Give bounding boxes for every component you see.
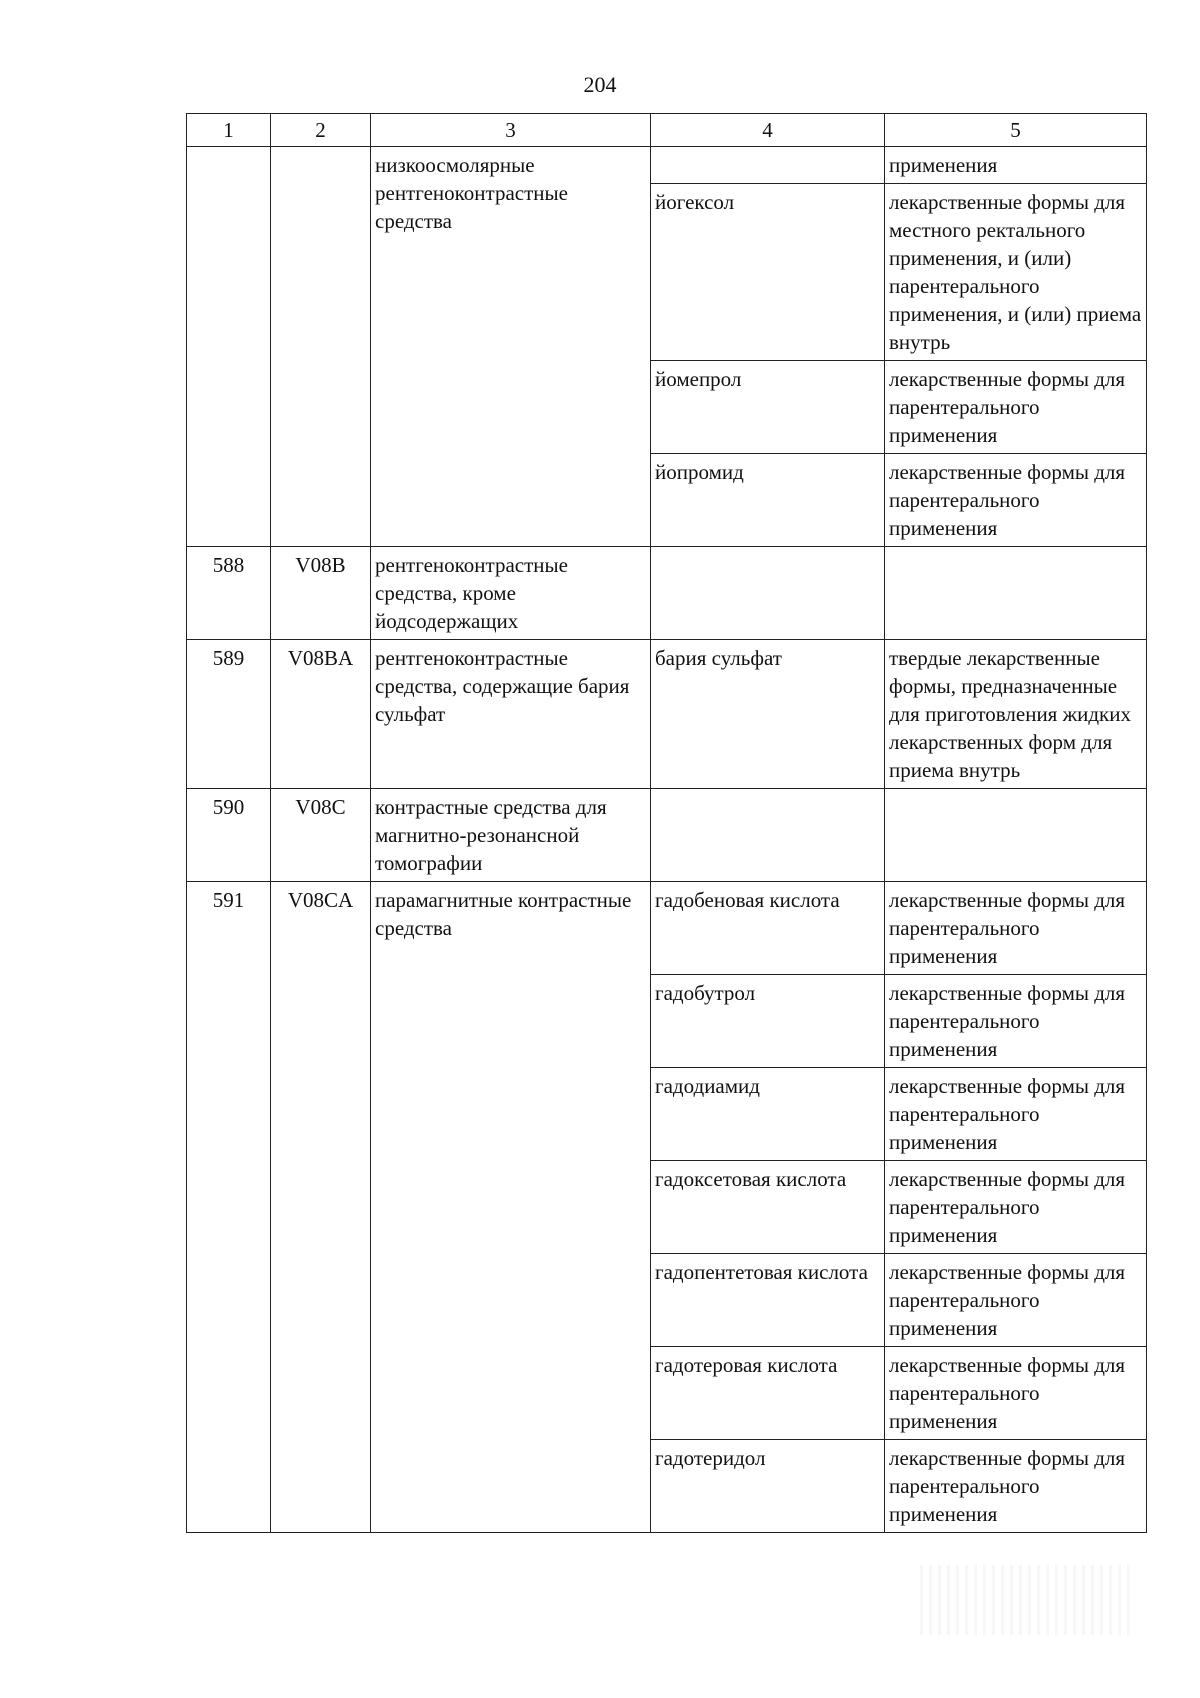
cell-drug: бария сульфат [651, 640, 885, 789]
cell-drug: гадоксетовая кислота [651, 1161, 885, 1254]
cell-form: применения [885, 147, 1147, 184]
cell-number: 590 [187, 789, 271, 882]
cell-form: лекарственные формы для парентерального применения [885, 1254, 1147, 1347]
cell-form: лекарственные формы для парентерального применения [885, 1440, 1147, 1533]
cell-form: лекарственные формы для парентерального применения [885, 361, 1147, 454]
header-row [187, 114, 1147, 147]
cell-code: V08BA [271, 640, 371, 789]
page-number: 204 [583, 72, 617, 97]
cell-form [885, 547, 1147, 640]
cell-drug: йопромид [651, 454, 885, 547]
cell-form: лекарственные формы для парентерального применения [885, 882, 1147, 975]
cell-category: контрастные средства для магнитно-резонансной томографии [371, 789, 651, 882]
cell-number: 591 [187, 882, 271, 1533]
column-header-3: 3 [371, 114, 651, 147]
table-row [187, 882, 1147, 975]
cell-drug: гадотеровая кислота [651, 1347, 885, 1440]
table-row [187, 547, 1147, 640]
cell-number: 589 [187, 640, 271, 789]
cell-drug [651, 789, 885, 882]
table-row [187, 640, 1147, 789]
drug-table [186, 113, 1147, 1533]
cell-code [271, 147, 371, 547]
column-header-4: 4 [651, 114, 885, 147]
column-header-1: 1 [187, 114, 271, 147]
cell-form: лекарственные формы для парентерального применения [885, 1161, 1147, 1254]
cell-number: 588 [187, 547, 271, 640]
cell-drug [651, 147, 885, 184]
cell-drug: гадопентетовая кислота [651, 1254, 885, 1347]
cell-category: рентгеноконтрастные средства, содержащие бария сульфат [371, 640, 651, 789]
column-header-2: 2 [271, 114, 371, 147]
cell-code: V08CA [271, 882, 371, 1533]
cell-category: низкоосмолярные рентгеноконтрастные средства [371, 147, 651, 547]
cell-category: парамагнитные контрастные средства [371, 882, 651, 1533]
cell-code: V08B [271, 547, 371, 640]
cell-form: лекарственные формы для парентерального применения [885, 1347, 1147, 1440]
table-row [187, 789, 1147, 882]
cell-drug: йогексол [651, 184, 885, 361]
cell-drug: йомепрол [651, 361, 885, 454]
cell-form: твердые лекарственные формы, предназначенные для приготовления жидких лекарственных форм для приема внутрь [885, 640, 1147, 789]
cell-form: лекарственные формы для парентерального применения [885, 454, 1147, 547]
cell-drug: гадобеновая кислота [651, 882, 885, 975]
cell-drug: гадотеридол [651, 1440, 885, 1533]
cell-form [885, 789, 1147, 882]
cell-form: лекарственные формы для парентерального применения [885, 1068, 1147, 1161]
column-header-5: 5 [885, 114, 1147, 147]
cell-category: рентгеноконтрастные средства, кроме йодсодержащих [371, 547, 651, 640]
cell-drug [651, 547, 885, 640]
scan-artifact [920, 1565, 1130, 1635]
cell-form: лекарственные формы для местного ректального применения, и (или) парентерального применения, и (или) приема внутрь [885, 184, 1147, 361]
table-row [187, 147, 1147, 184]
cell-code: V08C [271, 789, 371, 882]
cell-drug: гадодиамид [651, 1068, 885, 1161]
cell-drug: гадобутрол [651, 975, 885, 1068]
cell-number [187, 147, 271, 547]
cell-form: лекарственные формы для парентерального применения [885, 975, 1147, 1068]
